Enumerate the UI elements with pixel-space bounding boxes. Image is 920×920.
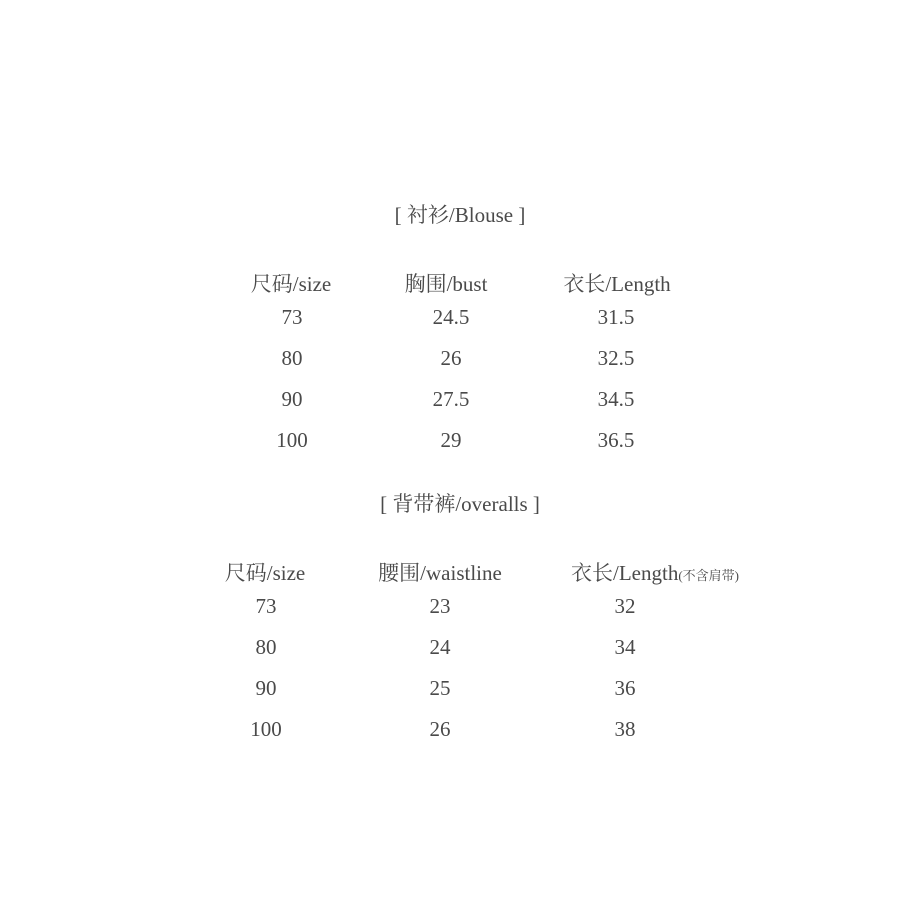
overalls-cell-waistline: 23: [429, 594, 451, 618]
blouse-cell-size: 73: [281, 305, 303, 329]
overalls-cell-length: 38: [614, 717, 636, 741]
overalls-cell-length: 36: [614, 676, 636, 700]
blouse-cell-length: 32.5: [597, 346, 635, 370]
blouse-cell-size: 90: [281, 387, 303, 411]
blouse-cell-length: 31.5: [597, 305, 635, 329]
overalls-header-length: [571, 563, 739, 584]
overalls-cell-waistline: 24: [429, 635, 451, 659]
blouse-cell-length: 34.5: [597, 387, 635, 411]
blouse-cell-length: 36.5: [597, 428, 635, 452]
overalls-cell-size: 80: [255, 635, 277, 659]
overalls-header-waistline: 腰围/waistline: [378, 561, 502, 585]
overalls-header-length-label: 衣长/Length: [571, 561, 679, 585]
blouse-cell-size: 80: [281, 346, 303, 370]
overalls-cell-size: 73: [255, 594, 277, 618]
overalls-cell-length: 32: [614, 594, 636, 618]
overalls-cell-size: 90: [255, 676, 277, 700]
overalls-length-note: (不含肩带): [678, 568, 739, 583]
blouse-cell-bust: 24.5: [432, 305, 470, 329]
overalls-cell-waistline: 26: [429, 717, 451, 741]
blouse-cell-bust: 27.5: [432, 387, 470, 411]
blouse-header-bust: 胸围/bust: [404, 272, 488, 296]
blouse-header-length: 衣长/Length: [563, 272, 671, 296]
overalls-cell-size: 100: [250, 717, 282, 741]
blouse-cell-size: 100: [276, 428, 308, 452]
overalls-header-size: 尺码/size: [224, 561, 306, 585]
blouse-section-title: [ 衬衫/Blouse ]: [394, 203, 526, 227]
blouse-cell-bust: 26: [440, 346, 462, 370]
blouse-cell-bust: 29: [440, 428, 462, 452]
overalls-cell-waistline: 25: [429, 676, 451, 700]
blouse-header-size: 尺码/size: [250, 272, 332, 296]
overalls-cell-length: 34: [614, 635, 636, 659]
overalls-section-title: [ 背带裤/overalls ]: [380, 492, 540, 516]
